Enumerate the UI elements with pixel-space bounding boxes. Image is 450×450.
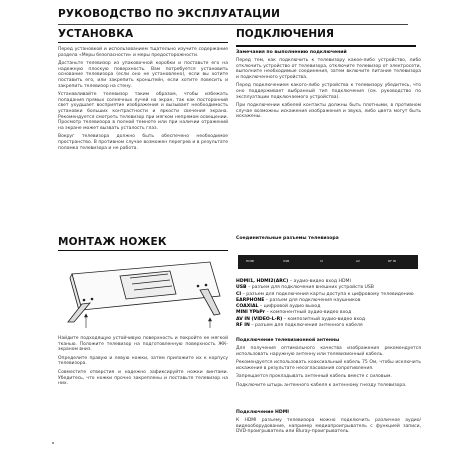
- header-divider: [58, 24, 408, 25]
- connections-title: ПОДКЛЮЧЕНИЯ: [236, 28, 335, 40]
- connectors-title-wrap: [236, 236, 421, 244]
- hdmi-section: [236, 410, 421, 438]
- installation-section: [58, 28, 228, 154]
- panel-label: HDMI: [246, 259, 255, 263]
- page-title: РУКОВОДСТВО ПО ЭКСПЛУАТАЦИИ: [58, 8, 281, 20]
- antenna-paragraph: Подключите штырь антенного кабеля к антенному гнезду телевизора.: [236, 382, 407, 388]
- hdmi-title: Подключение HDMI: [236, 410, 289, 415]
- antenna-paragraph: Рекомендуется использовать коаксиальный кабель 75 Ом, чтобы исключить искажения в результате несогласования сопротивления.: [236, 360, 421, 371]
- connector-item: HDMI1, HDMI2(ARC) – аудио-видео вход HDMI: [236, 279, 351, 284]
- connections-underline: [236, 45, 416, 47]
- notes-paragraph: При подключении кабелей контакты должны быть плотными, в противном случае возможны искажения изображения и звука, либо цвета могут быть искажены.: [236, 103, 421, 120]
- page-corner-dot: [52, 442, 54, 444]
- installation-paragraph: Устанавливайте телевизор таким образом, чтобы избежать попадания прямых солнечных лучей на экран, так как посторонний свет ухудшает восприятие изображения и вызывает необходимость установки больших контрастности и яркости свечения экрана. Рекомендуется смотреть телевизор при мягком непрямом освещении. Просмотр телевизора в полной темноте или при наличии отражений на экране может вызвать усталость глаз.: [58, 92, 228, 131]
- left-column: [58, 28, 228, 443]
- connector-item: AV IN (VIDEO-L-R) – композитный аудио-видео вход: [236, 316, 366, 322]
- connector-list: [236, 279, 421, 329]
- antenna-title: Подключение телевизионной антенны: [236, 338, 340, 343]
- panel-label: AV: [356, 259, 360, 263]
- installation-title: УСТАНОВКА: [58, 28, 134, 40]
- installation-paragraph: Вокруг телевизора должно быть обеспечено необходимое пространство. В противном случае возможен перегрев и в результате поломка телевизора и не работа.: [58, 134, 228, 151]
- feet-paragraph: Совместите отверстия и надежно зафиксируйте ножки винтами. Убедитесь, что ножки прочно закреплены и поставьте телевизор на них.: [58, 369, 228, 387]
- connector-item: EARPHONE – разъем для подключения наушников: [236, 297, 361, 303]
- feet-text: [58, 336, 228, 390]
- connector-item: CI – разъем для подключения карты доступа к цифровому телевидению: [236, 291, 414, 297]
- feet-section: [58, 236, 228, 251]
- notes-title: Замечания по выполнению подключений: [236, 50, 347, 55]
- connector-item: COAXIAL – цифровой аудио выход: [236, 304, 321, 310]
- feet-paragraph: Найдите подходящую устойчивую поверхность и покройте ее мягкой тканью. Положите телевизор на подготовленную поверхность ЖК-экраном вниз.: [58, 336, 228, 353]
- panel-label: RF IN: [388, 259, 396, 263]
- connectors-title: Соединительные разъемы телевизора: [236, 236, 339, 241]
- hdmi-paragraph: К HDMI разъему телевизора можно подключить различное аудио/видеооборудование, например медиапроигрыватель с функцией записи, DVD-проигрыватель или Bluray-проигрыватель.: [236, 418, 421, 435]
- notes-paragraph: Перед подключением какого-либо устройства к телевизору убедитесь, что оно поддерживает выбранный тип подключения (см. руководство по эксплуатации подключаемого устройства).: [236, 83, 421, 100]
- feet-underline: [58, 250, 228, 251]
- connector-item: RF IN – разъем для подключения антенного кабеля: [236, 323, 363, 329]
- notes-paragraph: Перед тем, как подключить к телевизору какое-либо устройство, либо отключить устройство от телевизора, отключите телевизор от электросети, выполните необходимые соединения, затем включите питание телевизора и подключенного устройства.: [236, 58, 421, 80]
- antenna-paragraph: Для получения оптимального качества изображения рекомендуется использовать наружную антенну или телевизионный кабель.: [236, 346, 421, 357]
- connector-panel-image: [238, 255, 418, 269]
- right-column: [236, 28, 421, 443]
- installation-paragraph: Перед установкой и использованием тщательно изучите содержание раздела «Меры безопасности» и меры предосторожности.: [58, 47, 228, 58]
- tv-feet-illustration: [60, 256, 226, 330]
- feet-paragraph: Определите правую и левую ножки, затем приложите их к корпусу телевизора.: [58, 355, 228, 367]
- panel-label: USB: [283, 259, 290, 263]
- installation-paragraph: Достаньте телевизор из упаковочной коробки и поставьте его на надежную плоскую поверхность. Вам потребуется установить основание телевизора (если оно не установлено), если вы хотите поставить его, или закрепить кронштейн, если хотите повесить и закрепить телевизор на стену.: [58, 61, 228, 89]
- feet-title: МОНТАЖ НОЖЕК: [58, 236, 167, 248]
- tv-back-body: [70, 262, 220, 314]
- screw-arrows: [85, 314, 212, 328]
- connector-item: MINI YPbPr – компонентный аудио-видео вход: [236, 310, 352, 316]
- installation-underline: [58, 42, 228, 43]
- panel-label: CI: [320, 259, 323, 263]
- connection-notes: [236, 50, 421, 123]
- antenna-section: [236, 338, 421, 392]
- connector-item: USB – разъем для подключения внешних устройств USB: [236, 285, 374, 291]
- antenna-paragraph: Запрещается прокладывать антенный кабель вместе с силовым.: [236, 374, 392, 380]
